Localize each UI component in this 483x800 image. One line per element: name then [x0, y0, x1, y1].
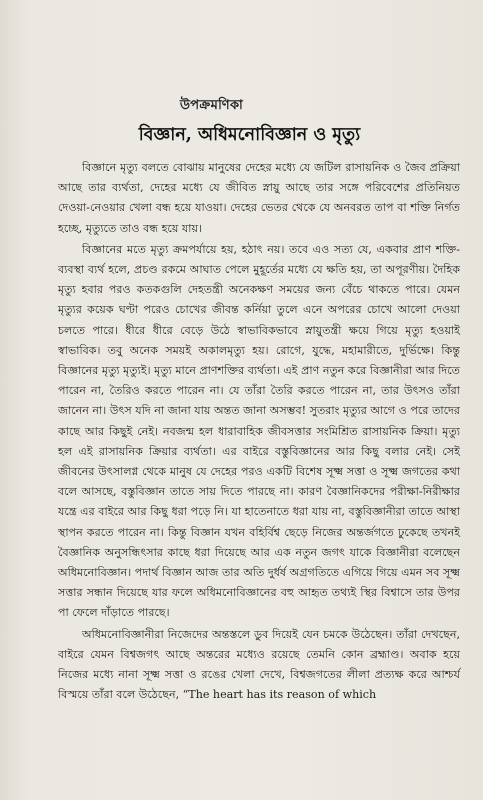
body-text: [58, 158, 460, 705]
paragraph-1: বিজ্ঞানে মৃত্যু বলতে বোঝায় মানুষের দেহের মধ্যে যে জটিল রাসায়নিক ও জৈব প্রক্রিয়া আছে তার ব্যর্থতা, দেহের মধ্যে যে জীবিত স্নায়ু আছে তার সঙ্গে পরিবেশের প্রতিনিয়ত দেওয়া-নেওয়ার খেলা বন্ধ হয়ে যাওয়া। দেহের ভেতর থেকে যে অনবরত তাপ বা শক্তি নির্গত হচ্ছে, মৃত্যুতে তাও বন্ধ হয়ে যায়।: [58, 161, 460, 235]
section-label: উপক্রমণিকা: [179, 98, 244, 113]
paragraph-3: অধিমনোবিজ্ঞানীরা নিজেদের অন্তস্তলে ডুব দিয়েই যেন চমকে উঠেছেন। তাঁরা দেখছেন, বাইরে যেমন বিশ্বজগৎ আছে অন্তরের মধ্যেও রয়েছে তেমনি কোন ব্রহ্মাণ্ড। অবাক হয়ে নিজের মধ্যে নানা সূক্ষ্ম সত্তা ও রঙের খেলা দেখে, বিশ্বজগতের লীলা প্রত্যক্ষ করে আশ্চর্য বিস্ময়ে তাঁরা বলে উঠেছেন, “The heart has its reason of which: [58, 627, 460, 702]
paragraph-2: বিজ্ঞানের মতে মৃত্যু ক্রমপর্যায়ে হয়, হঠাৎ নয়। তবে এও সত্য যে, একবার প্রাণ শক্তি-ব্যবস্থা ব্যর্থ হলে, প্রচণ্ড রকমে আঘাত পেলে মুহূর্তের মধ্যে যে ক্ষতি হয়, তা অপূরণীয়। দৈহিক মৃত্যু হবার পরও কতকগুলি দেহতন্ত্রী অনেকক্ষণ সময়ের জন্য বেঁচে থাকতে পারে। যেমন মৃত্যুর কয়েক ঘণ্টা পরেও চোখের জীবন্ত কর্নিয়া তুলে এনে অপরের চোখে আলো দেওয়া চলতে পারে। ধীরে ধীরে বেড়ে উঠে স্বাভাবিকভাবে স্নায়ুতন্ত্রী ক্ষয়ে গিয়ে মৃত্যু হওয়াই স্বাভাবিক। তবু অনেক সময়ই অকালমৃত্যু হয়। রোগে, যুদ্ধে, মহামারীতে, দুর্ভিক্ষে। কিন্তু বিজ্ঞানের মৃত্যু মৃত্যুই। মৃত্যু মানে প্রাণশক্তির ব্যর্থতা। এই প্রাণ নতুন করে বিজ্ঞানীরা আর দিতে পারেন না, তৈরিও করতে পারেন না। যে তাঁরা তৈরি করতে পারেন না, তার উৎসও তাঁরা জানেন না। উৎস যদি না জানা যায় অন্তত জানা অসম্ভব! সুতরাং মৃত্যুর আগে ও পরে তাদের কাছে আর কিছুই নেই। নবজন্ম হল ধারাবাহিক জীবসত্তার সংমিশ্রিত রাসায়নিক ক্রিয়া। মৃত্যু হল এই রাসায়নিক ক্রিয়ার ব্যর্থতা। এর বাইরে বস্তুবিজ্ঞানের আর কিছু বলার নেই। সেই জীবনের উৎসালগ্ন থেকে মানুষ যে দেহের পরও একটি বিশেষ সূক্ষ্ম সত্তা ও সূক্ষ্ম জগতের কথা বলে আসছে, বস্তুবিজ্ঞান তাতে সায় দিতে পারছে না। কারণ বৈজ্ঞানিকদের পরীক্ষা-নিরীক্ষার যন্ত্রে এর বাইরে আর কিছু ধরা পড়ে নি। যা হাতেনাতে ধরা যায় না, বস্তুবিজ্ঞানীরা তাতে আস্থা স্থাপন করতে পারেন না। কিন্তু বিজ্ঞান যখন বহির্বিশ্ব ছেড়ে নিজের অন্তর্জগতে ঢুকেছে তখনই বৈজ্ঞানিক অনুসন্ধিৎসার কাছে ধরা দিয়েছে আর এক নতুন জগৎ যাকে বিজ্ঞানীরা বলেছেন অধিমনোবিজ্ঞান। পদার্থ বিজ্ঞান আজ তার অতি দুর্ধর্ষ অগ্রগতিতে এগিয়ে গিয়ে এমন সব সূক্ষ্ম সত্তার সন্ধান দিয়েছে যার ফলে অধিমনোবিজ্ঞানের বহু আহৃত তথ্যই স্থির বিশ্বাসে তার উপর পা ফেলে দাঁড়াতে পারছে।: [58, 242, 460, 620]
page-header: [0, 96, 483, 151]
chapter-title: বিজ্ঞান, অধিমনোবিজ্ঞান ও মৃত্যু: [138, 125, 361, 145]
